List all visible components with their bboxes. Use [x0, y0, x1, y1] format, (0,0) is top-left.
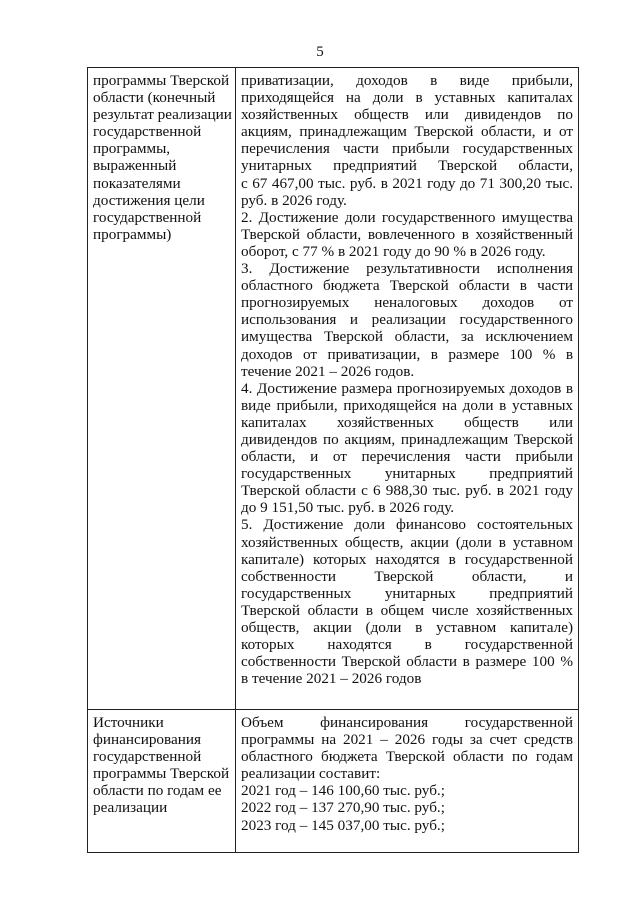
content-line: руб. в 2026 году.: [241, 191, 347, 209]
label-line: области (конечный: [93, 89, 216, 107]
content-line: течение 2021 – 2026 годов.: [241, 362, 415, 380]
label-line: программы): [93, 225, 172, 243]
content-line: в течение 2021 – 2026 годов: [241, 670, 422, 688]
content-line: собственности Тверской области в размере 100 %: [241, 653, 573, 671]
content-line: приходящейся на доли в уставных капиталах: [241, 89, 573, 107]
content-line: перечисления части прибыли государственных: [241, 140, 573, 158]
content-line: имущества Тверской области, за исключением: [241, 328, 573, 346]
content-line: дивидендов по акциям, принадлежащим Тверской: [241, 430, 573, 448]
content-line: приватизации, доходов в виде прибыли,: [241, 72, 573, 89]
label-line: Источники: [93, 714, 164, 731]
content-line: виде прибыли, приходящейся на доли в уставных: [241, 396, 573, 414]
label-line: программы Тверской: [93, 72, 230, 89]
content-line: оборот, с 77 % в 2021 году до 90 % в 2026 году.: [241, 242, 546, 260]
content-line: обществ, акции (доли в уставном капитале): [241, 619, 573, 636]
content-line: хозяйственных обществ или дивидендов по: [241, 106, 573, 124]
label-line: государственной: [93, 208, 202, 226]
content-line: области, и от перечисления части прибыли: [241, 448, 573, 466]
row-content-cell: [236, 710, 579, 853]
content-line: 2022 год – 137 270,90 тыс. руб.;: [241, 799, 445, 817]
content-line: унитарных предприятий Тверской области,: [241, 157, 573, 175]
label-line: программы,: [93, 140, 171, 158]
label-line: показателями: [93, 174, 181, 192]
content-line: реализации составит:: [241, 765, 381, 783]
row-label-cell: [88, 710, 236, 853]
content-line: прогнозируемых неналоговых доходов от: [241, 294, 573, 312]
content-line: которых находятся в государственной: [241, 636, 573, 654]
passport-table: [87, 67, 579, 853]
table-row: [88, 710, 579, 853]
content-line: доходов от приватизации, в размере 100 % в: [241, 345, 573, 363]
label-line: государственной: [93, 748, 202, 766]
content-line: областного бюджета Тверской области по годам: [241, 748, 573, 766]
label-line: реализации: [93, 799, 168, 817]
content-line: Тверской области в общем числе хозяйственных: [241, 601, 573, 619]
content-line: Тверской области, вовлеченного в хозяйственный: [241, 225, 573, 243]
content-line: использования и реализации государственного: [241, 311, 573, 329]
row-label-cell: [88, 68, 236, 710]
content-line: капиталах хозяйственных обществ или: [241, 413, 573, 431]
content-line: с 67 467,00 тыс. руб. в 2021 году до 71 300,20 тыс.: [241, 174, 573, 192]
label-line: государственной: [93, 123, 202, 141]
content-line: программы на 2021 – 2026 годы за счет средств: [241, 731, 573, 749]
content-line: капитале) которых находятся в государственной: [241, 550, 573, 568]
label-line: области по годам ее: [93, 782, 222, 800]
label-line: результат реализации: [93, 106, 232, 124]
label-line: достижения цели: [93, 191, 205, 209]
content-line: 3. Достижение результативности исполнения: [241, 260, 573, 278]
content-line: акциям, принадлежащим Тверской области, и от: [241, 123, 573, 141]
content-line: 5. Достижение доли финансово состоятельных: [241, 516, 573, 534]
label-line: программы Тверской: [93, 765, 230, 783]
page-number: 5: [316, 44, 324, 60]
content-line: 4. Достижение размера прогнозируемых доходов в: [241, 379, 573, 397]
content-line: Объем финансирования государственной: [241, 714, 573, 731]
content-line: собственности Тверской области, и: [241, 567, 573, 585]
content-line: до 9 151,50 тыс. руб. в 2026 году.: [241, 499, 455, 517]
table-row: [88, 68, 579, 710]
content-line: 2. Достижение доли государственного имущества: [241, 208, 573, 226]
content-line: хозяйственных обществ, акции (доли в уставном: [241, 533, 573, 551]
label-line: финансирования: [93, 731, 201, 749]
content-line: областного бюджета Тверской области в части: [241, 277, 573, 295]
label-line: выраженный: [93, 157, 177, 175]
content-line: Тверской области с 6 988,30 тыс. руб. в 2021 году: [241, 482, 573, 500]
row-content-cell: [236, 68, 579, 710]
content-line: 2021 год – 146 100,60 тыс. руб.;: [241, 782, 445, 800]
content-line: государственных унитарных предприятий: [241, 465, 573, 483]
content-line: 2023 год – 145 037,00 тыс. руб.;: [241, 816, 445, 834]
content-line: государственных унитарных предприятий: [241, 584, 573, 602]
